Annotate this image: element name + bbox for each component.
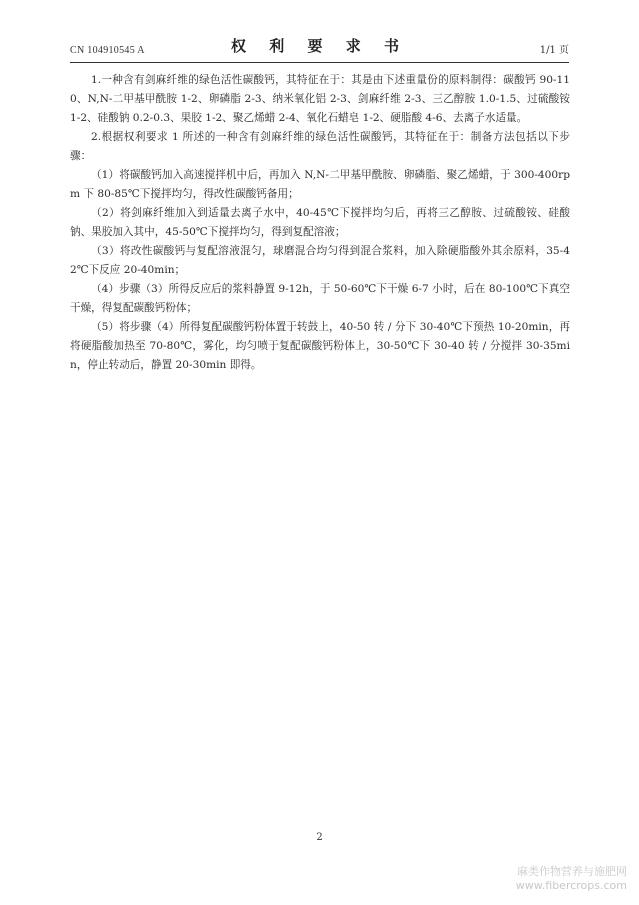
document-title: 权 利 要 求 书 bbox=[231, 37, 408, 55]
claim-2-step-1: （1）将碳酸钙加入高速搅拌机中后，再加入 N,N-二甲基甲酰胺、卵磷脂、聚乙烯蜡，于 300-400rpm 下 80-85℃下搅拌均匀，得改性碳酸钙备用； bbox=[70, 169, 570, 200]
page-number: 2 bbox=[316, 832, 323, 843]
page-count: 1/1 页 bbox=[539, 45, 569, 56]
publication-number: CN 104910545 A bbox=[70, 45, 145, 56]
claim-2-step-5: （5）将步骤（4）所得复配碳酸钙粉体置于转鼓上，40-50 转 / 分下 30-40℃下预热 10-20min，再将硬脂酸加热至 70-80℃，雾化，均匀喷于复配碳酸钙粉体上，30-50℃下 30-40 转 / 分搅拌 30-35min，停止转动后，静置 20-30min 即得。 bbox=[70, 321, 570, 371]
watermark-site-name: 麻类作物营养与施肥网 bbox=[517, 865, 627, 878]
claim-1: 1.一种含有剑麻纤维的绿色活性碳酸钙，其特征在于：其是由下述重量份的原料制得：碳酸钙 90-110、N,N-二甲基甲酰胺 1-2、卵磷脂 2-3、纳米氧化铝 2-3、剑麻纤维 2-3、三乙醇胺 1.0-1.5、过硫酸铵 1-2、硅酸钠 0.2-0.3、果胶 1-2、聚乙烯蜡 2-4、氧化石蜡皂 1-2、硬脂酸 4-6、去离子水适量。 bbox=[70, 74, 570, 124]
site-watermark bbox=[516, 865, 627, 893]
claim-2-step-4: （4）步骤（3）所得反应后的浆料静置 9-12h，于 50-60℃下干燥 6-7 小时，后在 80-100℃下真空干燥，得复配碳酸钙粉体； bbox=[70, 283, 570, 314]
page-header bbox=[70, 34, 569, 63]
claims-body bbox=[70, 71, 570, 375]
claim-2-step-3: （3）将改性碳酸钙与复配溶液混匀，球磨混合均匀得到混合浆料，加入除硬脂酸外其余原料，35-42℃下反应 20-40min； bbox=[70, 245, 570, 276]
claim-2: 2.根据权利要求 1 所述的一种含有剑麻纤维的绿色活性碳酸钙，其特征在于：制备方法包括以下步骤： bbox=[70, 131, 570, 162]
watermark-url: www.fibercrops.com bbox=[515, 879, 627, 892]
claim-2-step-2: （2）将剑麻纤维加入到适量去离子水中，40-45℃下搅拌均匀后，再将三乙醇胺、过硫酸铵、硅酸钠、果胶加入其中，45-50℃下搅拌均匀，得到复配溶液； bbox=[70, 207, 570, 238]
